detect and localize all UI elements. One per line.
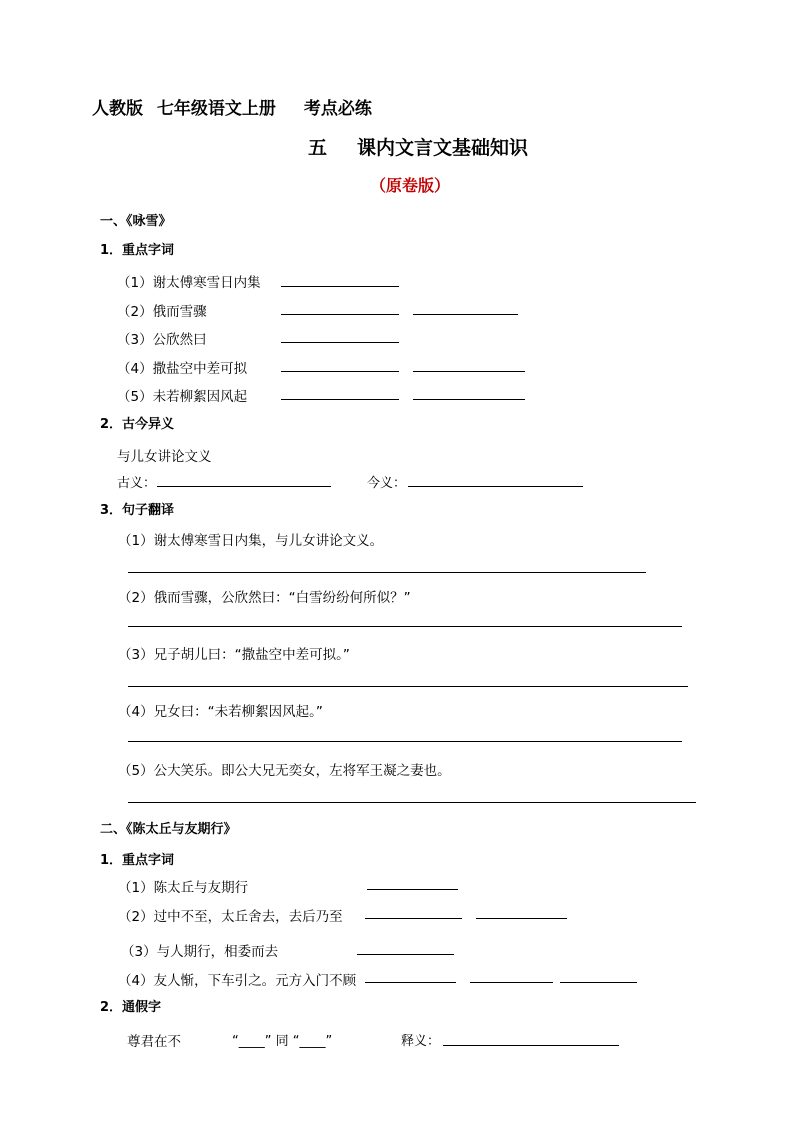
s1-q1-item-3: （3）公欣然曰 [117, 332, 207, 348]
s2-q1-item-3: （3）与人期行，相委而去 [121, 944, 279, 960]
answer-blank[interactable] [157, 486, 331, 487]
answer-line[interactable] [128, 686, 688, 687]
answer-blank[interactable] [281, 342, 399, 343]
publisher: 人教版 [92, 99, 143, 119]
answer-line[interactable] [128, 572, 646, 573]
tongjia-right: “____” [292, 1034, 333, 1049]
answer-blank[interactable] [413, 371, 525, 372]
s2-q1-item-1: （1）陈太丘与友期行 [118, 880, 249, 896]
answer-blank[interactable] [281, 399, 399, 400]
section1-q3-heading: 3．句子翻译 [100, 503, 175, 518]
answer-blank[interactable] [365, 918, 462, 919]
answer-blank[interactable] [413, 314, 518, 315]
s2-q1-item-4: （4）友人惭，下车引之。元方入门不顾 [118, 973, 357, 989]
tongjia-pair [232, 1030, 332, 1049]
s1-q1-item-1: （1）谢太傅寒雪日内集 [117, 275, 261, 291]
answer-blank[interactable] [281, 286, 399, 287]
s2-q2-phrase: 尊君在不 [127, 1034, 181, 1050]
answer-line[interactable] [128, 626, 682, 627]
s1-q3-item-1: （1）谢太傅寒雪日内集，与儿女讲论文义。 [118, 533, 384, 549]
answer-blank[interactable] [281, 314, 399, 315]
s1-q1-item-5: （5）未若柳絮因风起 [117, 389, 248, 405]
answer-blank[interactable] [413, 399, 525, 400]
s1-q1-item-4: （4）撒盐空中差可拟 [117, 361, 248, 377]
answer-blank[interactable] [470, 982, 553, 983]
s1-q1-item-2: （2）俄而雪骤 [117, 304, 207, 320]
answer-blank[interactable] [365, 982, 456, 983]
title-number: 五 [308, 137, 328, 159]
modern-meaning-label: 今义： [367, 476, 407, 491]
section1-heading: 一、《咏雪》 [100, 214, 172, 229]
tongjia-left: “____” [232, 1034, 272, 1049]
answer-blank[interactable] [281, 371, 399, 372]
series-label: 考点必练 [303, 99, 372, 119]
page-subtitle: （原卷版） [370, 176, 451, 195]
answer-line[interactable] [128, 741, 682, 742]
document-header [92, 94, 372, 119]
s1-q3-item-5: （5）公大笑乐。即公大兄无奕女，左将军王凝之妻也。 [118, 763, 451, 779]
s1-q3-item-2: （2）俄而雪骤，公欣然曰：“白雪纷纷何所似？” [118, 590, 411, 606]
grade: 七年级语文上册 [156, 99, 276, 119]
s2-q1-item-2: （2）过中不至，太丘舍去，去后乃至 [118, 909, 343, 925]
answer-blank[interactable] [443, 1045, 619, 1046]
answer-blank[interactable] [408, 486, 583, 487]
meaning-label: 释义： [401, 1034, 441, 1049]
answer-blank[interactable] [476, 918, 567, 919]
answer-line[interactable] [128, 802, 696, 803]
section1-q2-heading: 2．古今异义 [100, 417, 175, 432]
s1-q2-phrase: 与儿女讲论文义 [117, 449, 212, 465]
page-title [308, 133, 528, 160]
answer-blank[interactable] [357, 954, 454, 955]
section2-q1-heading: 1．重点字词 [100, 853, 175, 868]
section2-heading: 二、《陈太丘与友期行》 [100, 822, 237, 837]
section2-q2-heading: 2．通假字 [100, 1000, 162, 1015]
s1-q3-item-4: （4）兄女曰：“未若柳絮因风起。” [118, 704, 323, 720]
answer-blank[interactable] [367, 889, 458, 890]
title-text: 课内文言文基础知识 [357, 137, 529, 159]
s1-q3-item-3: （3）兄子胡儿曰：“撒盐空中差可拟。” [118, 647, 350, 663]
ancient-meaning-label: 古义： [117, 476, 157, 491]
section1-q1-heading: 1．重点字词 [100, 243, 175, 258]
answer-blank[interactable] [560, 982, 637, 983]
tongjia-mid: 同 [275, 1034, 289, 1049]
